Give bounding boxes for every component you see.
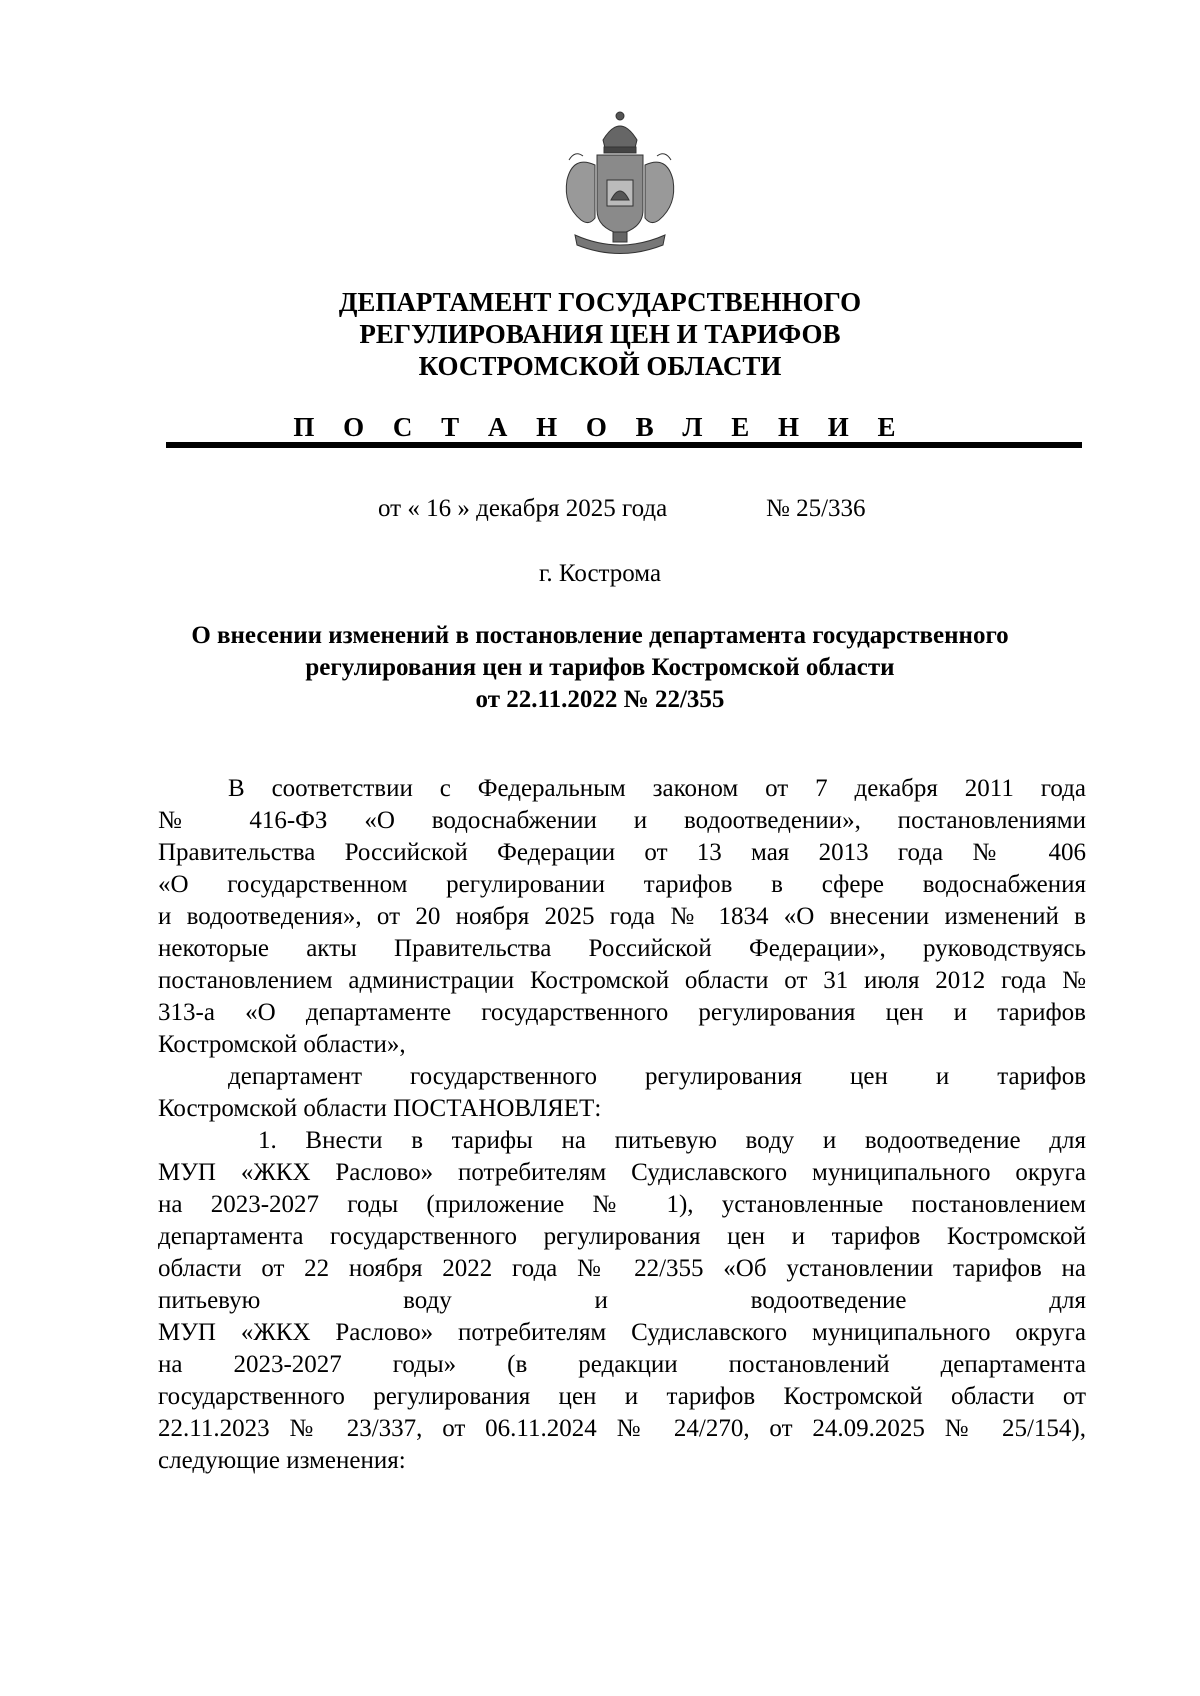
document-type-title: П О С Т А Н О В Л Е Н И Е [293, 412, 907, 442]
header-line-3: КОСТРОМСКОЙ ОБЛАСТИ [418, 351, 782, 381]
body-line: 22.11.2023 № 23/337, от 06.11.2024 № 24/270, от 24.09.2025 № 25/154), [158, 1415, 1086, 1442]
body-line: МУП «ЖКХ Раслово» потребителям Судиславского муниципального округа [158, 1319, 1086, 1346]
header-divider [166, 442, 1082, 448]
body-line: «О государственном регулировании тарифов в сфере водоснабжения [158, 871, 1086, 898]
department-header [0, 286, 1200, 382]
header-line-2: РЕГУЛИРОВАНИЯ ЦЕН И ТАРИФОВ [359, 319, 841, 349]
document-number: № 25/336 [766, 495, 866, 522]
document-subject [100, 620, 1100, 716]
body-line: департамент государственного регулирования цен и тарифов [228, 1063, 1086, 1090]
document-city: г. Кострома [538, 560, 662, 587]
body-line: Костромской области», [158, 1031, 406, 1058]
paragraph-preamble [158, 773, 1086, 1061]
body-line: области от 22 ноября 2022 года № 22/355 «Об установлении тарифов на [158, 1255, 1086, 1282]
paragraph-item-1 [158, 1125, 1086, 1477]
paragraph-resolves [158, 1061, 1086, 1125]
body-line: на 2023-2027 годы» (в редакции постановлений департамента [158, 1351, 1086, 1378]
body-line: на 2023-2027 годы (приложение № 1), установленные постановлением [158, 1191, 1086, 1218]
body-line: В соответствии с Федеральным законом от 7 декабря 2011 года [228, 775, 1086, 802]
coat-of-arms-icon [555, 110, 685, 260]
body-line: следующие изменения: [158, 1447, 406, 1474]
body-line: постановлением администрации Костромской области от 31 июля 2012 года № [158, 967, 1086, 994]
document-date: от « 16 » декабря 2025 года [378, 495, 668, 522]
header-line-1: ДЕПАРТАМЕНТ ГОСУДАРСТВЕННОГО [338, 287, 862, 317]
body-line: № 416-ФЗ «О водоснабжении и водоотведении», постановлениями [158, 807, 1086, 834]
body-line: Правительства Российской Федерации от 13 мая 2013 года № 406 [158, 839, 1086, 866]
subject-line-2: регулирования цен и тарифов Костромской области [305, 654, 895, 681]
body-line: МУП «ЖКХ Раслово» потребителям Судиславского муниципального округа [158, 1159, 1086, 1186]
body-line: государственного регулирования цен и тарифов Костромской области от [158, 1383, 1086, 1410]
body-line: и водоотведения», от 20 ноября 2025 года № 1834 «О внесении изменений в [158, 903, 1086, 930]
body-line: департамента государственного регулирования цен и тарифов Костромской [158, 1223, 1086, 1250]
body-line: 313-а «О департаменте государственного регулирования цен и тарифов [158, 999, 1086, 1026]
body-line: Костромской области ПОСТАНОВЛЯЕТ: [158, 1095, 602, 1122]
body-line: 1. Внести в тарифы на питьевую воду и водоотведение для [258, 1127, 1086, 1154]
subject-line-1: О внесении изменений в постановление департамента государственного [191, 622, 1009, 649]
body-line: питьевую воду и водоотведение для [158, 1287, 1086, 1314]
subject-line-3: от 22.11.2022 № 22/355 [475, 686, 725, 713]
document-body [158, 773, 1086, 1477]
body-line: некоторые акты Правительства Российской Федерации», руководствуясь [158, 935, 1086, 962]
